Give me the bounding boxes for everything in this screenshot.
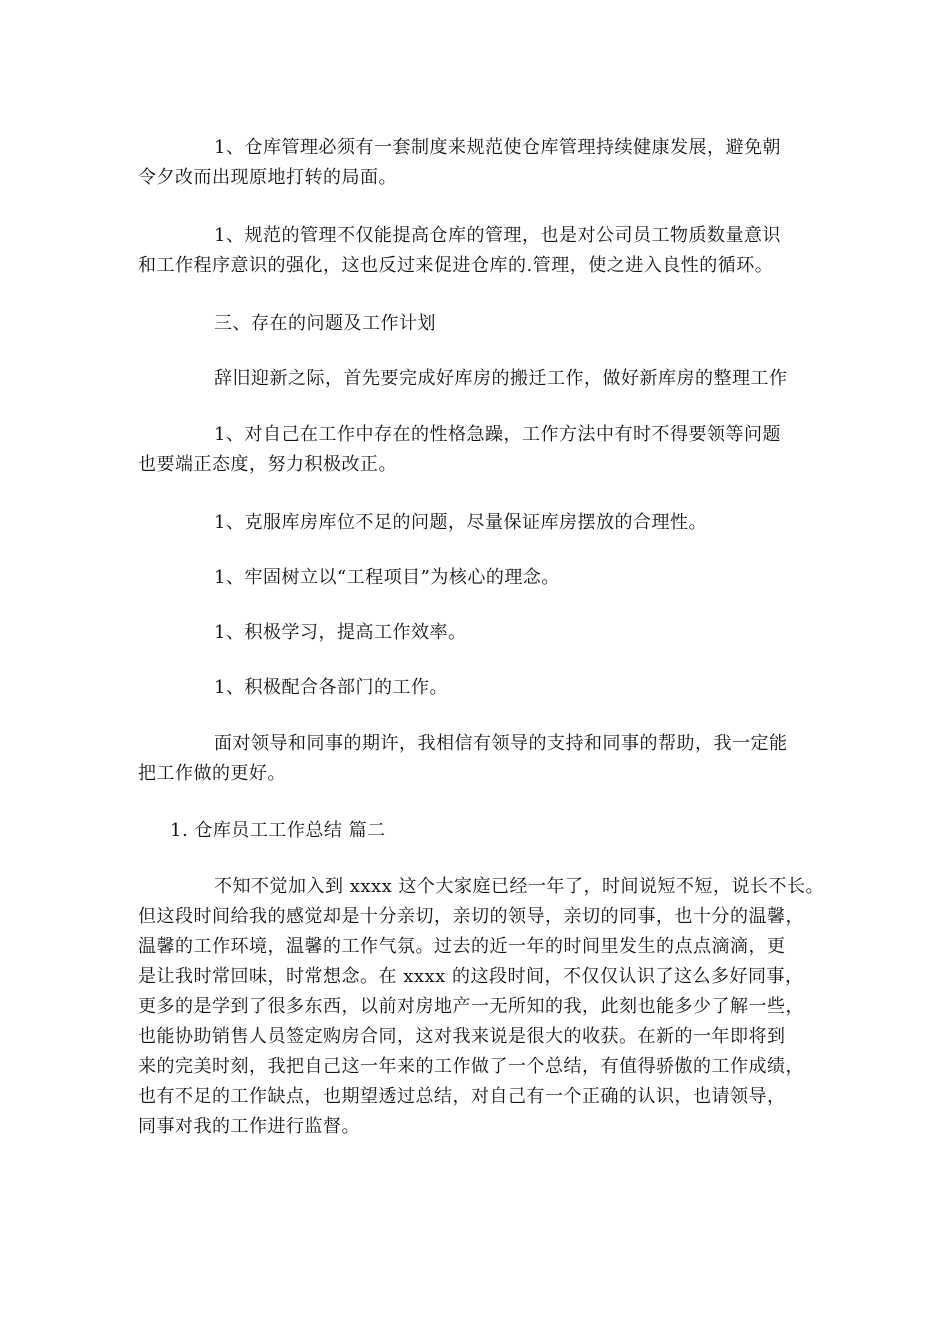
- text-line: 把工作做的更好。: [138, 763, 286, 784]
- paragraph-expectation: [138, 729, 838, 789]
- list-item-cooperation: [138, 673, 838, 703]
- text-line: 1、规范的管理不仅能提高仓库的管理，也是对公司员工物质数量意识: [214, 225, 781, 246]
- text-line: 1、克服库房库位不足的问题，尽量保证库房摆放的合理性。: [214, 512, 707, 533]
- text-line: 1、牢固树立以“工程项目”为核心的理念。: [214, 567, 560, 588]
- text-line: 1、仓库管理必须有一套制度来规范使仓库管理持续健康发展，避免朝: [214, 137, 781, 158]
- section-heading: 三、存在的问题及工作计划: [214, 313, 436, 334]
- text-line: 令夕改而出现原地打转的局面。: [138, 167, 397, 188]
- text-line: 是让我时常回味，时常想念。在 xxxx 的这段时间，不仅仅认识了这么多好同事，: [138, 966, 804, 987]
- paragraph-relocation: [138, 364, 838, 394]
- text-line: 温馨的工作环境，温馨的工作气氛。过去的近一年的时间里发生的点点滴滴，更: [138, 936, 786, 957]
- article-title-part-two: 1. 仓库员工工作总结 篇二: [170, 820, 386, 841]
- text-line: 也能协助销售人员签定购房合同，这对我来说是很大的收获。在新的一年即将到: [138, 1026, 786, 1047]
- text-line: 辞旧迎新之际，首先要完成好库房的搬迁工作，做好新库房的整理工作: [214, 368, 788, 389]
- text-line: 更多的是学到了很多东西，以前对房地产一无所知的我，此刻也能多少了解一些，: [138, 996, 804, 1017]
- text-line: 1、对自己在工作中存在的性格急躁，工作方法中有时不得要领等问题: [214, 424, 781, 445]
- text-line: 面对领导和同事的期许，我相信有领导的支持和同事的帮助，我一定能: [214, 733, 788, 754]
- list-item-storage-space: [138, 508, 838, 538]
- paragraph-warehouse-system: [138, 133, 838, 193]
- section-heading-problems-plan: [138, 309, 838, 339]
- paragraph-one-year-summary: [138, 872, 838, 1142]
- list-item-project-concept: [138, 563, 838, 593]
- paragraph-standard-management: [138, 221, 838, 281]
- text-line: 不知不觉加入到 xxxx 这个大家庭已经一年了，时间说短不短，说长不长。: [214, 876, 825, 897]
- list-item-learning: [138, 618, 838, 648]
- paragraph-self-improvement: [138, 420, 838, 480]
- text-line: 和工作程序意识的强化，这也反过来促进仓库的.管理，使之进入良性的循环。: [138, 255, 774, 276]
- text-line: 来的完美时刻，我把自己这一年来的工作做了一个总结，有值得骄傲的工作成绩，: [138, 1056, 804, 1077]
- text-line: 同事对我的工作进行监督。: [138, 1116, 360, 1137]
- text-line: 1、积极配合各部门的工作。: [214, 677, 448, 698]
- text-line: 也有不足的工作缺点，也期望透过总结，对自己有一个正确的认识，也请领导，: [138, 1086, 786, 1107]
- text-line: 也要端正态度，努力积极改正。: [138, 454, 397, 475]
- text-line: 1、积极学习，提高工作效率。: [214, 622, 467, 643]
- text-line: 但这段时间给我的感觉却是十分亲切，亲切的领导，亲切的同事，也十分的温馨，: [138, 906, 804, 927]
